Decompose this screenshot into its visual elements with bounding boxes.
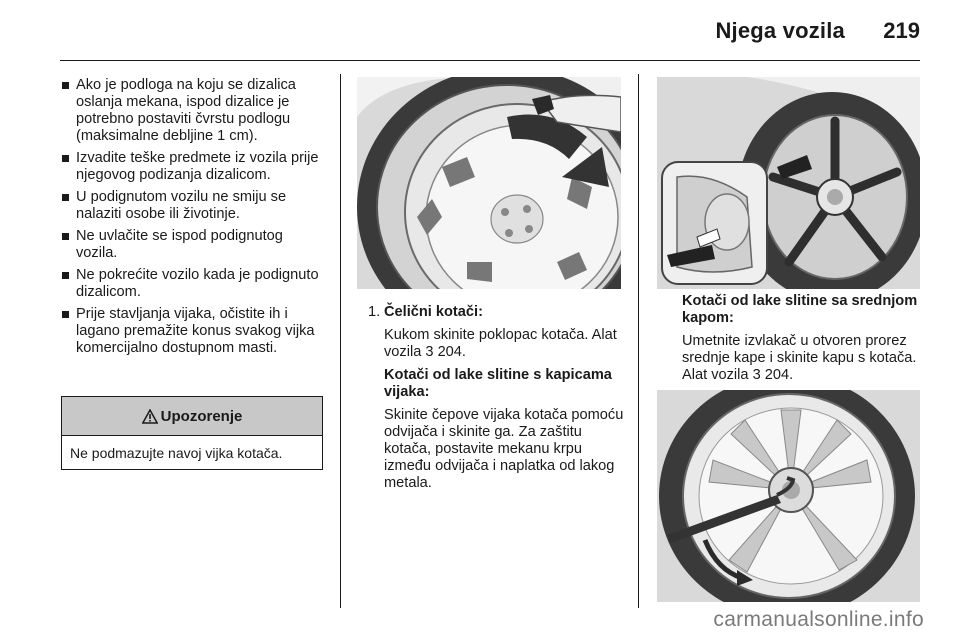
section-paragraph <box>682 333 922 384</box>
steel-wheel-figure <box>357 77 621 289</box>
column-1 <box>62 77 328 362</box>
page-number: 219 <box>883 18 920 43</box>
reference-arrow-icon: 3 <box>752 367 761 383</box>
item-reference: 204. <box>437 344 466 360</box>
numbered-item <box>368 304 628 492</box>
item-number: 1. <box>368 304 381 320</box>
alloy-wheel-center-cap-figure <box>657 77 920 289</box>
item-paragraph <box>384 327 628 361</box>
warning-header <box>62 397 322 436</box>
alloy-wheel-tool-figure <box>657 390 920 602</box>
column-divider-1 <box>340 74 341 608</box>
list-item: Izvadite teške predmete iz vozila prije njegovog podizanja dizalicom. <box>62 150 328 184</box>
section-text: Umetnite izvlakač u otvoren prorez srednje kape i skinite kapu s kotača. Alat vozila <box>682 333 917 383</box>
section-reference: 204. <box>764 367 794 383</box>
column-2-text <box>368 304 628 498</box>
sub-heading: Kotači od lake slitine s kapicama vijaka: <box>384 367 612 400</box>
list-item: Ne pokrećite vozilo kada je podignuto dizalicom. <box>62 267 328 301</box>
list-item: Ne uvlačite se ispod podignutog vozila. <box>62 228 328 262</box>
list-item: Prije stavljanja vijaka, očistite ih i lagano premažite konus svakog vijka komercijalno dostupnom masti. <box>62 306 328 357</box>
warning-title: Upozorenje <box>160 407 243 425</box>
header-divider <box>60 60 920 61</box>
warning-text: Ne podmazujte navoj vijka kotača. <box>70 445 283 461</box>
reference-arrow-icon: 3 <box>425 344 434 360</box>
warning-box <box>61 396 323 470</box>
list-item: Ako je podloga na koju se dizalica oslanja mekana, ispod dizalice je potrebno postaviti čvrstu podlogu (maksimalne debljine 1 cm). <box>62 77 328 145</box>
section-heading: Kotači od lake slitine sa srednjom kapom: <box>682 293 918 326</box>
warning-triangle-icon <box>142 409 158 424</box>
list-item: U podignutom vozilu ne smiju se nalaziti osobe ili životinje. <box>62 189 328 223</box>
column-divider-2 <box>638 74 639 608</box>
page-title: Njega vozila <box>715 18 845 43</box>
column-3-text <box>682 293 922 390</box>
item-text: Kukom skinite poklopac kotača. Alat vozila <box>384 327 617 360</box>
watermark: carmanualsonline.info <box>713 608 924 631</box>
sub-paragraph: Skinite čepove vijaka kotača pomoću odvijača i skinite ga. Za zaštitu kotača, postavite mekanu krpu između odvijača i naplatka od lakog metala. <box>384 407 624 491</box>
item-heading: Čelični kotači: <box>384 304 483 320</box>
